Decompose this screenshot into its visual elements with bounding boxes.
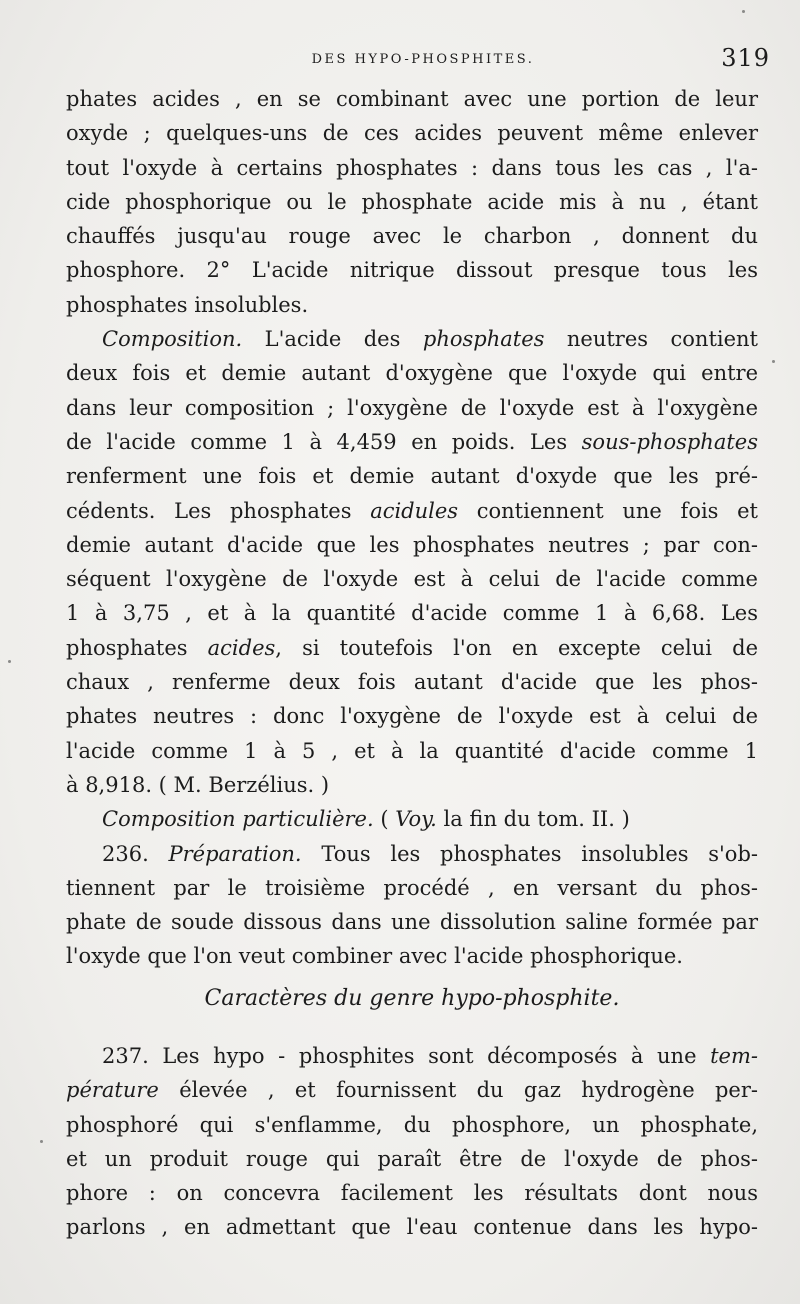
text-run-italic: acidules xyxy=(370,498,459,523)
text-line: à 8,918. ( M. Berzélius. ) xyxy=(66,772,330,797)
text-line xyxy=(66,631,758,665)
text-line xyxy=(66,802,758,836)
composition-particuliere-label: Composition particulière. xyxy=(102,807,374,832)
main-text-continued xyxy=(66,1039,758,1245)
text-run-italic: phosphates xyxy=(422,327,545,352)
text-run: la fin du tom. II. ) xyxy=(436,807,630,832)
text-run: Tous les phosphates insolubles s'ob- xyxy=(301,841,758,866)
text-line: parlons , en admettant que l'eau contenue dans les hypo- xyxy=(66,1215,758,1240)
page-number: 319 xyxy=(721,44,770,72)
text-line: cide phosphorique ou le phosphate acide mis à nu , étant xyxy=(66,189,758,214)
text-run: cédents. Les phosphates xyxy=(66,498,371,523)
text-line: renferment une fois et demie autant d'oxyde que les pré- xyxy=(66,464,758,489)
text-run-italic: pérature xyxy=(66,1078,159,1103)
text-line: phosphoré qui s'enflamme, du phosphore, un phosphate, xyxy=(66,1112,758,1137)
text-run: 237. Les hypo - phosphites sont décomposés à une xyxy=(102,1044,711,1068)
text-line: phosphore. 2° L'acide nitrique dissout presque tous les xyxy=(66,258,758,283)
text-line: phates neutres : donc l'oxygène de l'oxyde est à celui de xyxy=(66,704,758,729)
text-line xyxy=(66,425,758,459)
text-line: demie autant d'acide que les phosphates neutres ; par con- xyxy=(66,532,758,557)
text-line: séquent l'oxygène de l'oxyde est à celui de l'acide comme xyxy=(66,567,758,592)
text-run: L'acide des xyxy=(242,327,423,352)
text-run-italic: acides xyxy=(207,635,276,660)
text-line: dans leur composition ; l'oxygène de l'oxyde est à l'oxygène xyxy=(66,395,758,420)
text-run: de l'acide comme 1 à 4,459 en poids. Les xyxy=(66,429,582,454)
text-line: l'acide comme 1 à 5 , et à la quantité d'acide comme 1 xyxy=(66,738,758,763)
preparation-label: Préparation. xyxy=(168,841,302,866)
running-title: DES HYPO-PHOSPHITES. xyxy=(311,52,535,67)
text-line: tiennent par le troisième procédé , en versant du phos- xyxy=(66,875,758,900)
text-line xyxy=(66,1039,758,1073)
text-run-italic: sous-phosphates xyxy=(581,429,758,454)
text-run-italic: Voy. xyxy=(395,807,437,832)
text-line xyxy=(66,837,758,871)
paper-speck xyxy=(772,360,775,363)
text-line: chauffés jusqu'au rouge avec le charbon , donnent du xyxy=(66,224,758,249)
text-line: oxyde ; quelques-uns de ces acides peuvent même enlever xyxy=(66,121,758,146)
text-line: chaux , renferme deux fois autant d'acide que les phos- xyxy=(66,670,758,695)
text-run: , si toutefois l'on en excepte celui de xyxy=(275,635,758,660)
text-run: neutres contient xyxy=(544,327,758,352)
paper-speck xyxy=(8,660,11,663)
paper-speck xyxy=(742,10,745,13)
text-line: tout l'oxyde à certains phosphates : dans tous les cas , l'a- xyxy=(66,155,758,180)
section-heading: Caractères du genre hypo-phosphite. xyxy=(204,986,620,1011)
text-line: 1 à 3,75 , et à la quantité d'acide comme 1 à 6,68. Les xyxy=(66,601,758,626)
text-run: contiennent une fois et xyxy=(458,498,758,523)
running-head xyxy=(66,44,770,78)
text-line: phore : on concevra facilement les résultats dont nous xyxy=(66,1181,758,1206)
text-line xyxy=(66,494,758,528)
paper-speck xyxy=(40,1140,43,1143)
text-line xyxy=(66,1073,758,1107)
paragraph-number: 236. xyxy=(102,841,169,866)
text-line: l'oxyde que l'on veut combiner avec l'acide phosphorique. xyxy=(66,944,683,969)
text-line: et un produit rouge qui paraît être de l'oxyde de phos- xyxy=(66,1146,758,1171)
text-run-italic: tem- xyxy=(710,1044,758,1068)
text-line: phate de soude dissous dans une dissolution saline formée par xyxy=(66,910,758,935)
composition-label: Composition. xyxy=(102,327,243,352)
text-line: phates acides , en se combinant avec une portion de leur xyxy=(66,87,758,111)
text-run: phosphates xyxy=(66,635,208,660)
text-line: deux fois et demie autant d'oxygène que l'oxyde qui entre xyxy=(66,361,758,386)
text-run: ( xyxy=(373,807,396,832)
text-line xyxy=(66,322,758,356)
text-run: élevée , et fournissent du gaz hydrogène per- xyxy=(158,1078,758,1103)
text-line: phosphates insolubles. xyxy=(66,292,309,317)
main-text xyxy=(66,82,758,974)
